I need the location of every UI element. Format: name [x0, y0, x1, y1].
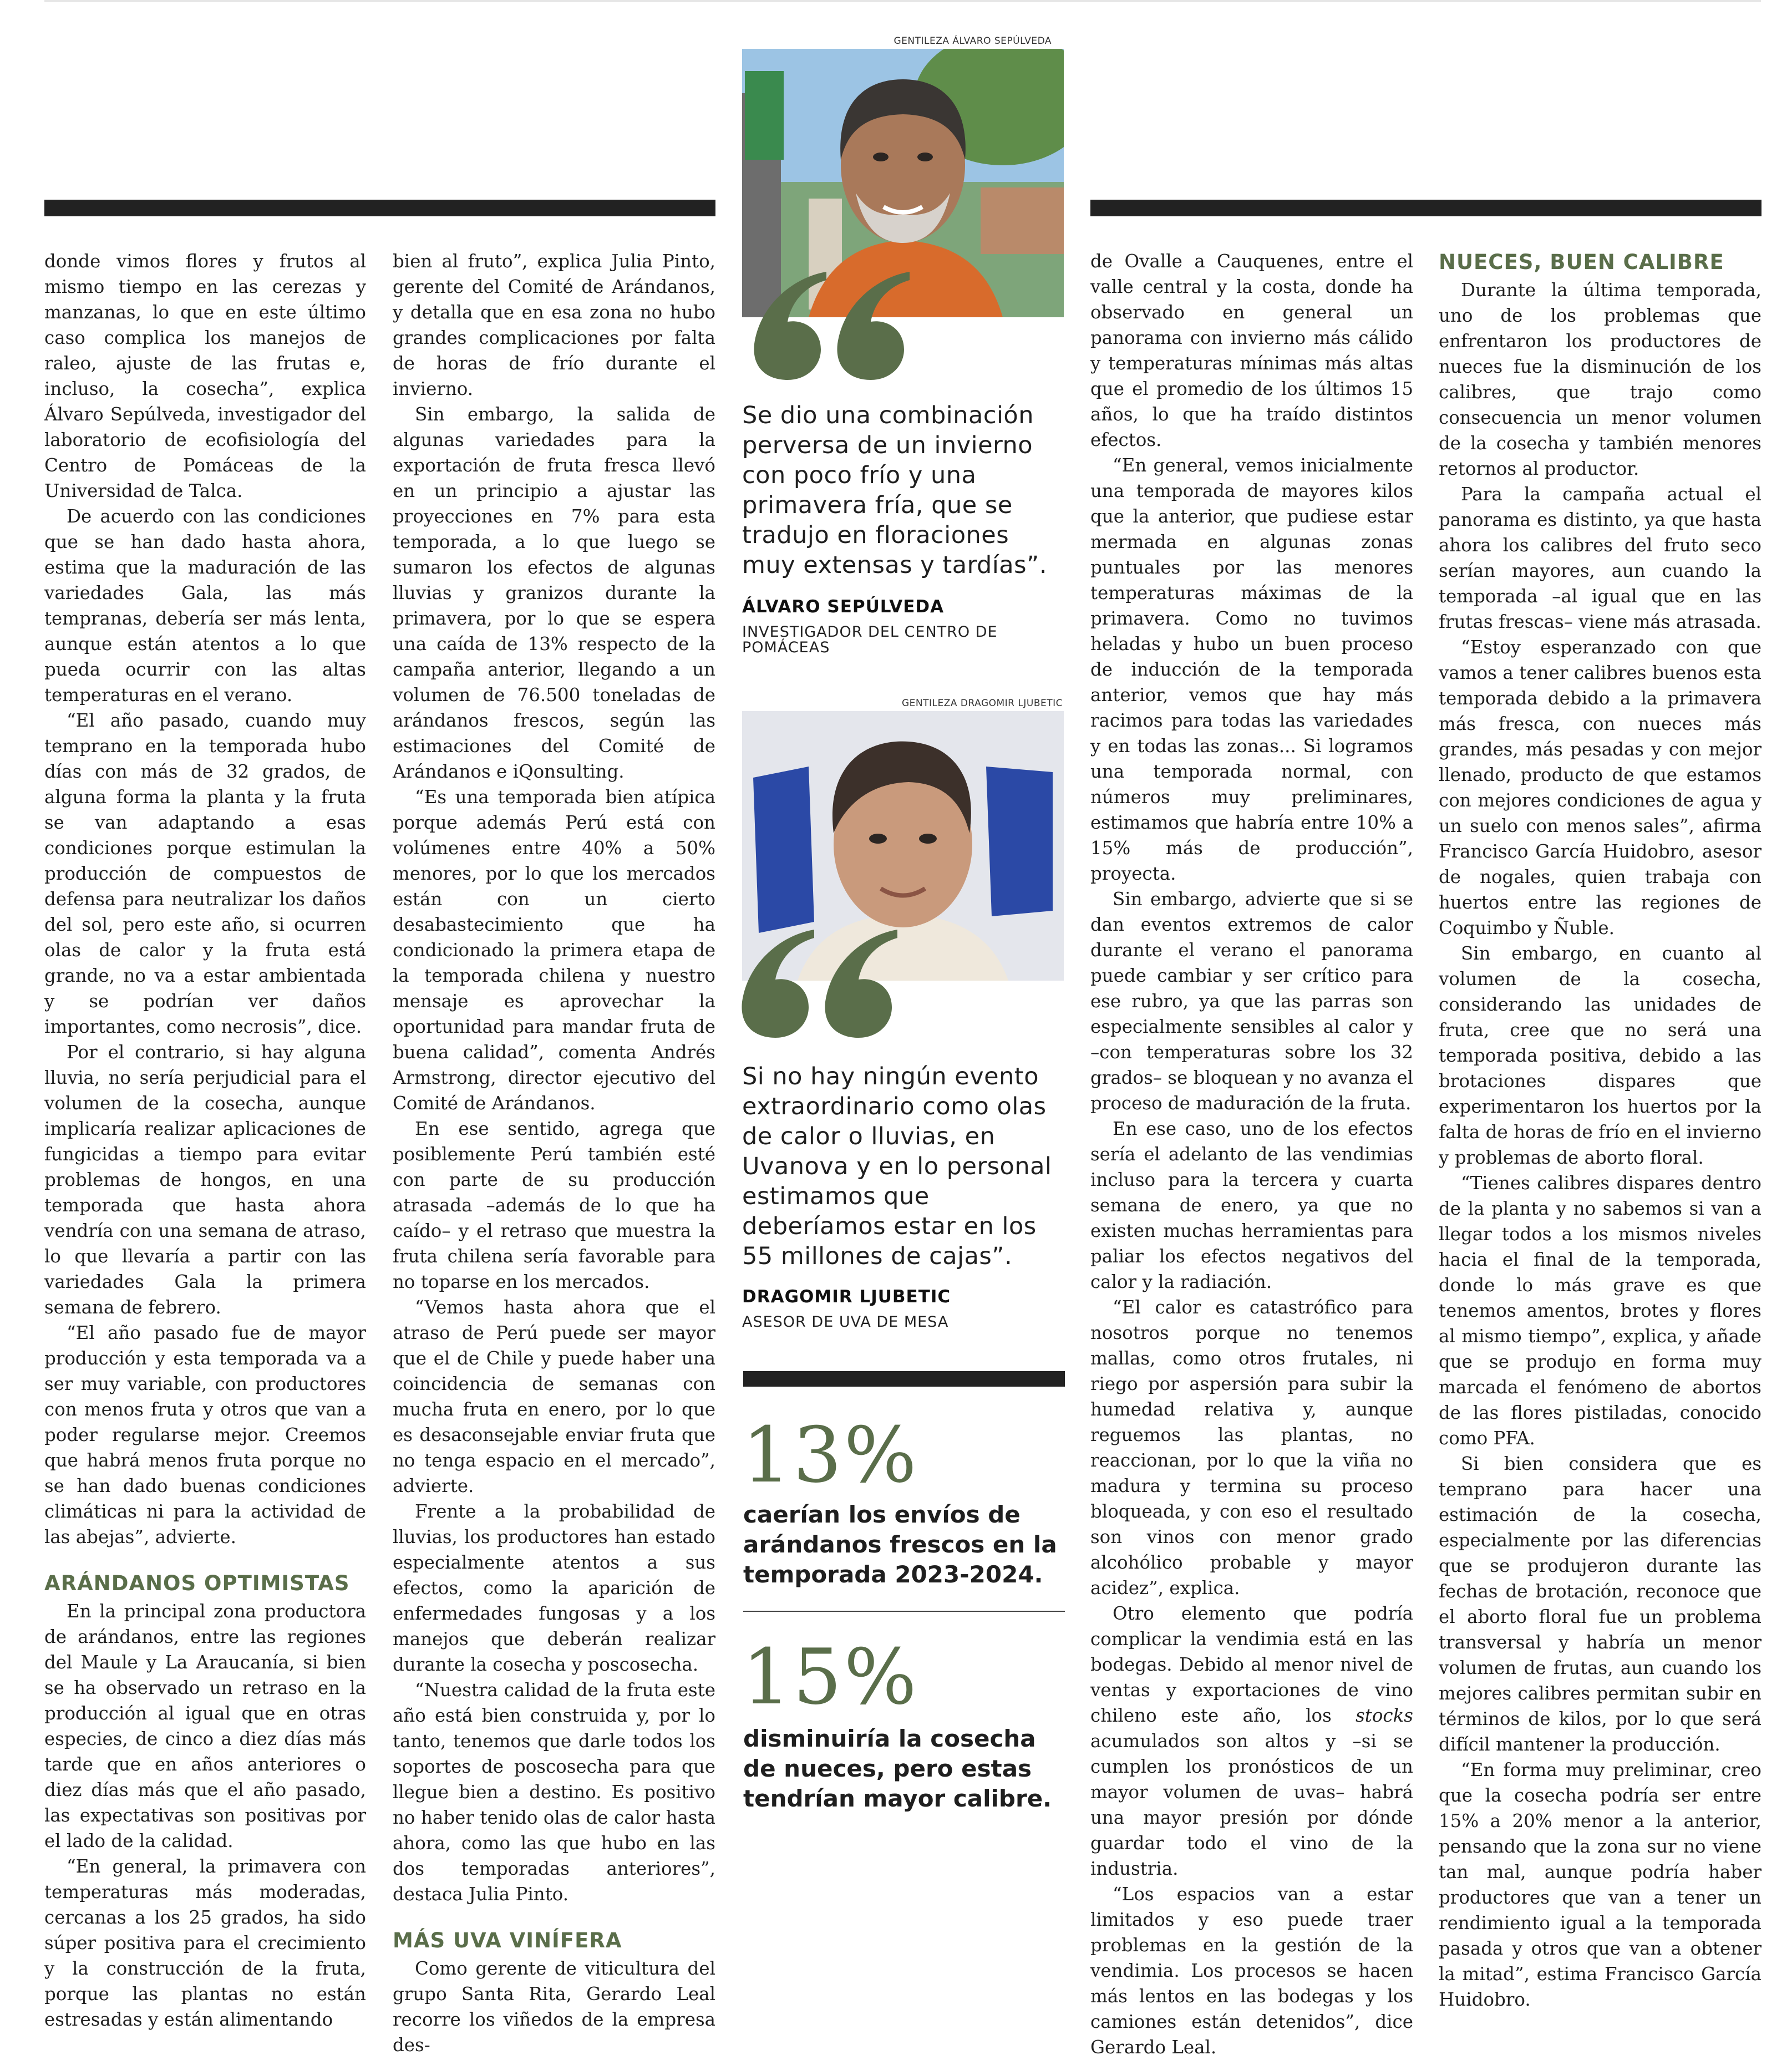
pull-quote-2: Si no hay ningún evento extraordinario como olas de calor o lluvias, en Uvanova y en lo personal estimamos que deberíamos estar en los 55 millones de cajas”. — [742, 1063, 1052, 1270]
quote-mark-icon — [731, 919, 903, 1041]
section-heading-arandanos: ARÁNDANOS OPTIMISTAS — [44, 1571, 350, 1595]
stat-value-1: 13% — [742, 1410, 919, 1500]
article-column-2 — [393, 248, 715, 2058]
paragraph: De acuerdo con las condiciones que se han dado hasta ahora, estima que la maduración de las variedades Gala, las más tempranas, debería ser más lenta, aunque están atentos a lo que pueda ocurrir con las altas temperaturas en el verano. — [44, 506, 366, 706]
quote-author-name-1: ÁLVARO SEPÚLVEDA — [742, 597, 945, 617]
paragraph: En ese sentido, agrega que posiblemente Perú también esté con parte de su producción atrasada –además de lo que ha caído– y el retraso que muestra la fruta chilena sería favorable para no toparse en los mercados. — [393, 1118, 715, 1292]
stat-text-1: caerían los envíos de arándanos frescos en la temporada 2023-2024. — [743, 1501, 1057, 1588]
paragraph: “Los espacios van a estar limitados y eso puede traer problemas en la gestión de la vendimia. Los procesos se hacen más lentos en las bodegas y los camiones están detenidos”, dice Gerardo Leal. — [1090, 1884, 1413, 2058]
quote-author-name-2: DRAGOMIR LJUBETIC — [742, 1287, 951, 1307]
photo-credit-1: GENTILEZA ÁLVARO SEPÚLVEDA — [894, 35, 1052, 47]
top-border-line — [44, 0, 1761, 2]
paragraph: donde vimos flores y frutos al mismo tiempo en las cerezas y manzanas, lo que en este último caso complica los manejos de raleo, ajuste de las frutas e, incluso, la cosecha”, explica Álvaro Sepúlveda, investigador del laboratorio de ecofisiología del Centro de Pomáceas de la Universidad de Talca. — [44, 251, 366, 501]
paragraph: Para la campaña actual el panorama es distinto, ya que hasta ahora los calibres del fruto seco serían mayores, aun cuando la temporada –al igual que en las frutas frescas– viene más atrasada. — [1439, 484, 1761, 632]
quote-mark-icon — [743, 261, 915, 383]
paragraph: “Estoy esperanzado con que vamos a tener calibres buenos esta temporada debido a la primavera más fresca, con nueces más grandes, más pesadas y con mejor llenado, producto de que estamos con mejores condiciones de agua y un suelo con menos sales”, afirma Francisco García Huidobro, asesor de nogales, quien trabaja con huertos entre las regiones de Coquimbo y Ñuble. — [1439, 637, 1761, 938]
section-heading-uva-vinifera: MÁS UVA VINÍFERA — [393, 1929, 622, 1952]
paragraph: “En forma muy preliminar, creo que la cosecha podría ser entre 15% a 20% menor a la anterior, pensando que la zona sur no viene tan mal, aunque podría haber productores que van a tener un rendimiento igual a la temporada pasada y otros que van a obtener la mitad”, estima Francisco García Huidobro. — [1439, 1759, 1761, 2010]
paragraph: “Vemos hasta ahora que el atraso de Perú puede ser mayor que el de Chile y puede haber una coincidencia de semanas con mucha fruta en enero, por lo que es desaconsejable enviar fruta que no tenga espacio en el mercado”, advierte. — [393, 1297, 715, 1496]
article-column-4 — [1439, 248, 1761, 2012]
paragraph: “Es una temporada bien atípica porque además Perú está con volúmenes entre 40% a 50% menores, por lo que los mercados están con un cierto desabastecimiento que ha condicionado la primera etapa de la temporada chilena y nuestro mensaje es aprovechar la oportunidad para mandar fruta de buena calidad”, comenta Andrés Armstrong, director ejecutivo del Comité de Arándanos. — [393, 787, 715, 1114]
paragraph: Como gerente de viticultura del grupo Santa Rita, Gerardo Leal recorre los viñedos de la empresa des- — [393, 1958, 715, 2056]
italic-word: stocks — [1356, 1705, 1413, 1726]
paragraph: Sin embargo, en cuanto al volumen de la cosecha, considerando las unidades de fruta, cree que no será una temporada positiva, debido a las brotaciones dispares que experimentaron los huertos por la falta de horas de frío en el invierno y problemas de aborto floral. — [1439, 943, 1761, 1168]
paragraph — [1090, 1601, 1413, 1881]
paragraph: Frente a la probabilidad de lluvias, los productores han estado especialmente atentos a sus efectos, como la aparición de enfermedades fungosas y a los manejos que deberán realizar durante la cosecha y poscosecha. — [393, 1501, 715, 1675]
quote-author-role-2: ASESOR DE UVA DE MESA — [742, 1313, 949, 1331]
stats-rule — [743, 1371, 1065, 1387]
pull-quote-1: Se dio una combinación perversa de un invierno con poco frío y una primavera fría, que se tradujo en floraciones muy extensas y tardías”. — [742, 402, 1047, 579]
paragraph: “En general, la primavera con temperaturas más moderadas, cercanas a los 25 grados, ha sido súper positiva para el crecimiento y la construcción de la fruta, porque las plantas no están estresadas y están alimentando — [44, 1856, 366, 2030]
paragraph: Por el contrario, si hay alguna lluvia, no sería perjudicial para el volumen de la cosecha, aunque implicaría realizar aplicaciones de fungicidas a tiempo para evitar problemas de hongos, en una temporada que hasta ahora vendría con una semana de atraso, lo que llevaría a partir con las variedades Gala la primera semana de febrero. — [44, 1042, 366, 1318]
section-rule-right — [1090, 200, 1761, 216]
paragraph: “En general, vemos inicialmente una temporada de mayores kilos que la anterior, que pudiese estar mermada en algunas zonas puntuales por las menores temperaturas máximas de la primavera. Como no tuvimos heladas y hubo un buen proceso de inducción de la temporada anterior, vemos que hay más racimos para todas las variedades y en todas las zonas... Si logramos una temporada normal, con números muy preliminares, estimamos que habría entre 10% a 15% más de producción”, proyecta. — [1090, 455, 1413, 884]
paragraph: bien al fruto”, explica Julia Pinto, gerente del Comité de Arándanos, y detalla que en esa zona no hubo grandes complicaciones por falta de horas de frío durante el invierno. — [393, 251, 715, 399]
quote-author-role-1: INVESTIGADOR DEL CENTRO DE POMÁCEAS — [742, 623, 998, 656]
stat-value-2: 15% — [742, 1632, 919, 1722]
paragraph: Sin embargo, la salida de algunas variedades para la exportación de fruta fresca llevó en un principio a ajustar las proyecciones en 7% para esta temporada, a lo que luego se sumaron los efectos de algunas lluvias y granizos durante la primavera, por lo que se espera una caída de 13% respecto de la campaña anterior, llegando a un volumen de 76.500 toneladas de arándanos frescos, según las estimaciones del Comité de Arándanos e iQonsulting. — [393, 404, 715, 782]
section-heading-nueces: NUECES, BUEN CALIBRE — [1439, 250, 1724, 274]
paragraph: Sin embargo, advierte que si se dan eventos extremos de calor durante el verano el panorama puede cambiar y ser crítico para ese rubro, ya que las parras son especialmente sensibles al calor y –con temperaturas sobre los 32 grados– se bloquean y no avanza el proceso de maduración de la fruta. — [1090, 889, 1413, 1114]
paragraph: “Tienes calibres dispares dentro de la planta y no sabemos si van a llegar todos a los mismos niveles hacia el final de la temporada, donde lo más grave es que tenemos amentos, brotes y flores al mismo tiempo”, explica, y añade que se produjo en forma muy marcada el fenómeno de abortos de las flores pistiladas, conocido como PFA. — [1439, 1173, 1761, 1449]
paragraph: En la principal zona productora de arándanos, entre las regiones del Maule y La Araucanía, si bien se ha observado un retraso en la producción al igual que en otras especies, de cinco a diez días más tarde que en años anteriores o diez días más que el año pasado, las expectativas son positivas por el lado de la calidad. — [44, 1601, 366, 1851]
section-rule-left — [44, 200, 715, 216]
stat-text-2: disminuiría la cosecha de nueces, pero estas tendrían mayor calibre. — [743, 1725, 1052, 1812]
photo-credit-2: GENTILEZA DRAGOMIR LJUBETIC — [901, 698, 1063, 709]
paragraph: En ese caso, uno de los efectos sería el adelanto de las vendimias incluso para la tercera y cuarta semana de enero, ya que no existen muchas herramientas para paliar los efectos negativos del calor y la radiación. — [1090, 1118, 1413, 1292]
paragraph: “El año pasado fue de mayor producción y esta temporada va a ser muy variable, con productores con menos fruta y otros que van a poder regularse mejor. Creemos que habrá menos fruta porque no se han dado buenas condiciones climáticas ni para la actividad de las abejas”, advierte. — [44, 1322, 366, 1547]
paragraph: “El año pasado, cuando muy temprano en la temporada hubo días con más de 32 grados, de alguna forma la planta y la fruta se van adaptando a esas condiciones porque estimulan la producción de compuestos de defensa para neutralizar los daños del sol, pero este año, si ocurren olas de calor y la fruta está grande, no va a estar ambientada y se podrían ver daños importantes, como necrosis”, dice. — [44, 710, 366, 1037]
text-run: Otro elemento que podría complicar la vendimia está en las bodegas. Debido al menor nivel de ventas y exportaciones de vino chileno este año, los — [1090, 1603, 1413, 1726]
text-run: acumulados son altos y –si se cumplen los pronósticos de un mayor volumen de uvas– habrá una mayor presión por dónde guardar todo el vino de la industria. — [1090, 1731, 1413, 1879]
article-column-1 — [44, 248, 366, 2032]
paragraph: Si bien considera que es temprano para hacer una estimación de la cosecha, especialmente por las diferencias que se produjeron durante las fechas de brotación, reconoce que el aborto floral fue un problema transversal y habría un menor volumen de frutas, aun cuando los mejores calibres permitan subir en términos de kilos, por lo que será difícil mantener la producción. — [1439, 1453, 1761, 1755]
article-column-3 — [1090, 248, 1413, 2060]
paragraph: de Ovalle a Cauquenes, entre el valle central y la costa, donde ha observado en general un panorama con invierno más cálido y temperaturas mínimas más altas que el promedio de los últimos 15 años, lo que ha traído distintos efectos. — [1090, 251, 1413, 450]
paragraph: Durante la última temporada, uno de los problemas que enfrentaron los productores de nueces fue la disminución de los calibres, que trajo como consecuencia un menor volumen de la cosecha y también menores retornos al productor. — [1439, 280, 1761, 479]
paragraph: “El calor es catastrófico para nosotros porque no tenemos mallas, como otros frutales, ni riego por aspersión para subir la humedad relativa y, aunque reguemos las plantas, no reaccionan, por lo que la viña no madura y termina su proceso bloqueada, y con eso el resultado son vinos con menor grado alcohólico probable y mayor acidez”, explica. — [1090, 1297, 1413, 1599]
stats-divider — [743, 1611, 1065, 1612]
paragraph: “Nuestra calidad de la fruta este año está bien construida y, por lo tanto, tenemos que darle todos los soportes de poscosecha para que llegue bien a destino. Es positivo no haber tenido olas de calor hasta ahora, como las que hubo en las dos temporadas anteriores”, destaca Julia Pinto. — [393, 1680, 715, 1905]
